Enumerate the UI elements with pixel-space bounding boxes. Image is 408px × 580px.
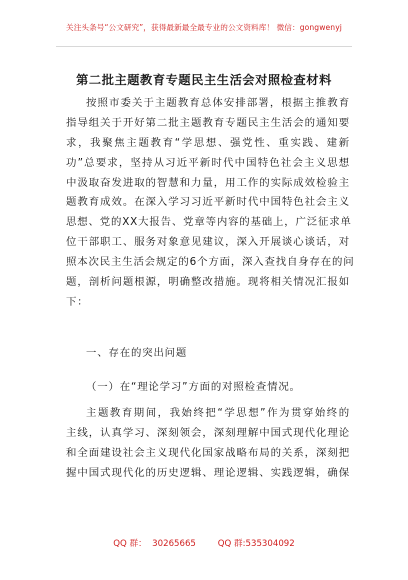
body-paragraph bbox=[66, 404, 350, 484]
paragraph-line: 题，剖析问题根源，明确整改措施。现将相关情况汇报如 bbox=[66, 276, 350, 289]
paragraph-line: 下： bbox=[66, 295, 89, 308]
paragraph-line: 功”总要求，坚持从习近平新时代中国特色社会主义思想 bbox=[66, 156, 350, 169]
subsection-heading: （一）在“理论学习”方面的对照检查情况。 bbox=[86, 381, 301, 393]
intro-paragraph bbox=[66, 94, 355, 313]
paragraph-line: 按照市委关于主题教育总体安排部署，根据主推教育 bbox=[86, 97, 350, 109]
section-heading: 一、存在的突出问题 bbox=[86, 347, 188, 359]
footer-contact bbox=[0, 537, 408, 549]
paragraph-line: 照本次民主生活会规定的6个方面，深入查找自身存在的问 bbox=[66, 256, 355, 269]
paragraph-line: 思想、党的XX大报告、党章等内容的基础上，广泛征求单 bbox=[66, 216, 352, 229]
footer-qq-group-2: QQ 群:535304092 bbox=[217, 539, 295, 549]
paragraph-line: 和全面建设社会主义现代化国家战略布局的关系，深刻把 bbox=[66, 446, 350, 459]
header-divider bbox=[56, 46, 352, 47]
document-title: 第二批主题教育专题民主生活会对照检查材料 bbox=[76, 73, 332, 87]
paragraph-line: 中汲取奋发进取的智慧和力量，用工作的实际成效检验主 bbox=[66, 176, 350, 189]
header-banner: 关注头条号“公文研究”，获得最新最全最专业的公文资料库！ 微信：gongwenyj bbox=[66, 23, 342, 32]
paragraph-line: 位干部职工、服务对象意见建议，深入开展谈心谈话，对 bbox=[66, 236, 350, 249]
paragraph-line: 指导组关于开好第二批主题教育专题民主生活会的通知要 bbox=[66, 116, 350, 129]
paragraph-line: 握中国式现代化的历史逻辑、理论逻辑、实践逻辑，确保 bbox=[66, 466, 350, 479]
paragraph-line: 求，我聚焦主题教育“学思想、强党性、重实践、建新 bbox=[66, 136, 350, 149]
paragraph-line: 主线，认真学习、深刻领会，深刻理解中国式现代化理论 bbox=[66, 426, 350, 439]
paragraph-line: 题教育成效。在深入学习习近平新时代中国特色社会主义 bbox=[66, 196, 350, 209]
paragraph-line: 主题教育期间，我始终把“学思想”作为贯穿始终的 bbox=[86, 407, 350, 419]
footer-qq-group-1: QQ 群： 30265665 bbox=[113, 539, 196, 549]
